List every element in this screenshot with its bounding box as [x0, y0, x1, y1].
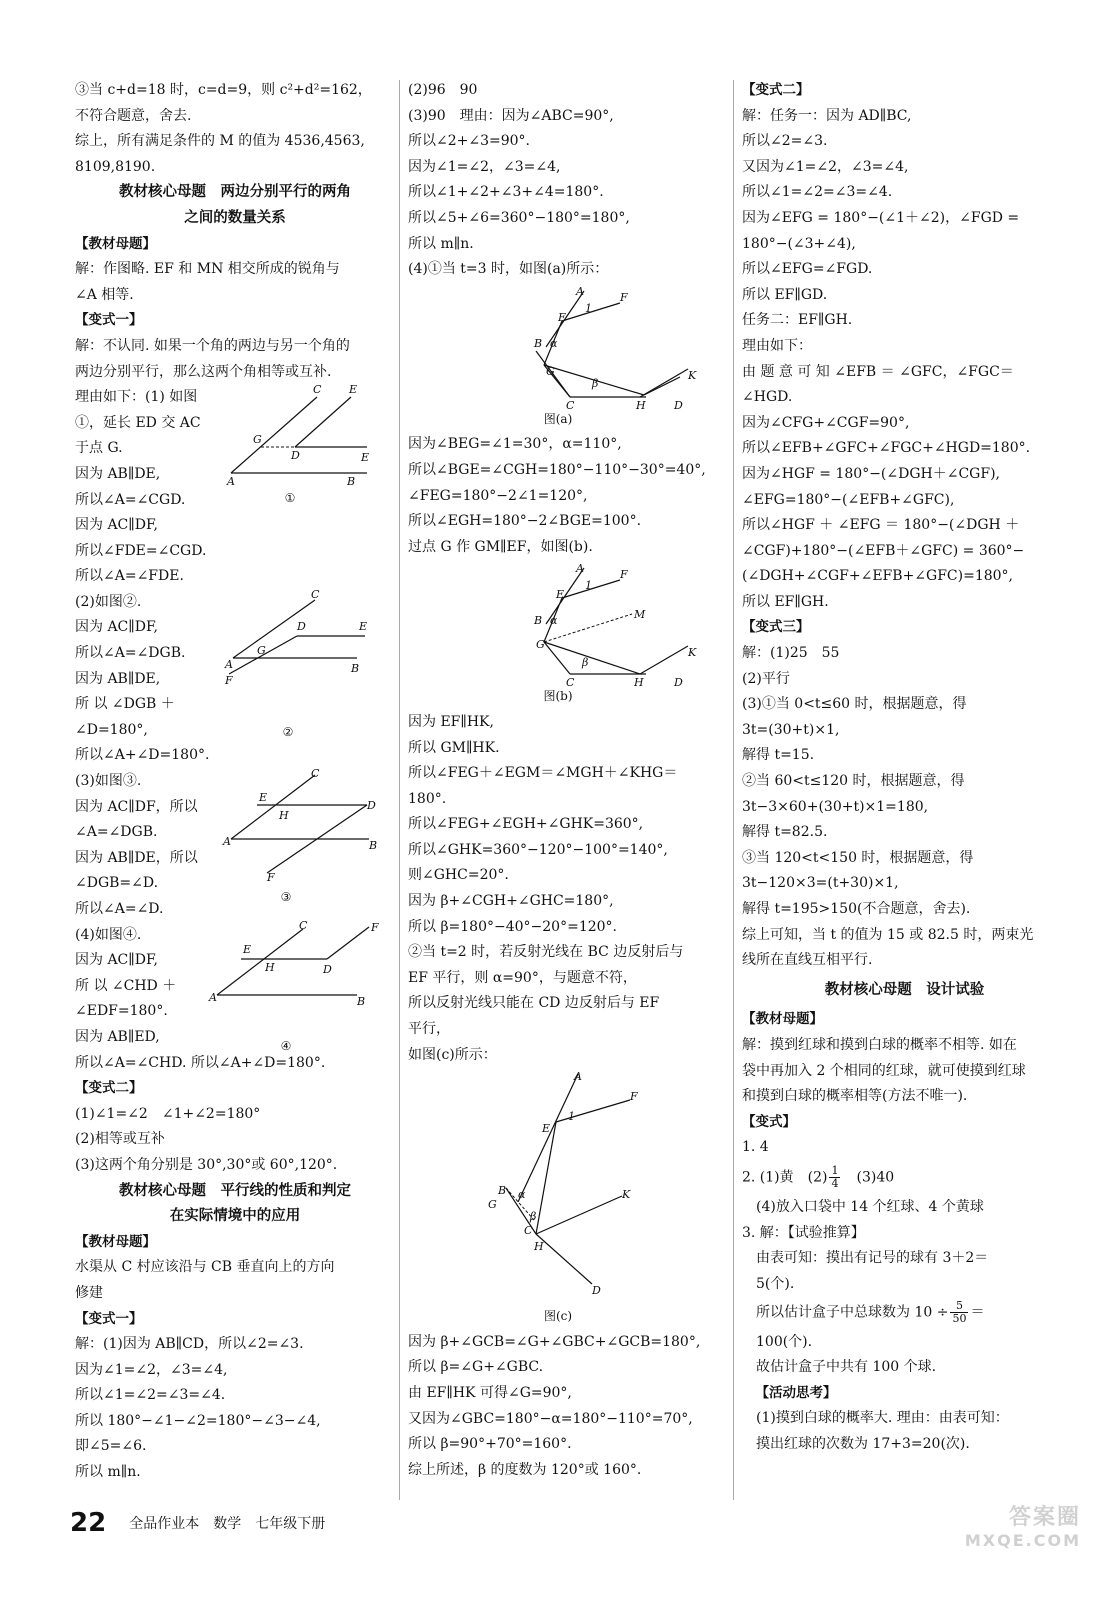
text-line: (∠DGH+∠CGF+∠EFB+∠GFC)=180°,	[742, 568, 1013, 585]
text-line: 理由如下：(1) 如图	[75, 389, 198, 406]
svg-text:H: H	[534, 1240, 544, 1254]
text-line: 故估计盒子中共有 100 个球.	[756, 1359, 937, 1376]
text-line: 所以∠FEG+∠EGH+∠GHK=360°,	[408, 816, 644, 833]
svg-text:H: H	[636, 398, 646, 412]
svg-text:K: K	[688, 646, 697, 660]
svg-text:C: C	[524, 1224, 533, 1238]
svg-text:G: G	[253, 433, 262, 447]
svg-text:C: C	[566, 676, 575, 690]
text-line: 则∠GHC=20°.	[408, 867, 509, 884]
svg-text:A: A	[574, 1070, 582, 1084]
svg-text:G: G	[488, 1198, 497, 1212]
subsection-label: 【变式三】	[742, 619, 810, 636]
svg-text:β: β	[592, 376, 599, 390]
svg-text:A: A	[227, 475, 235, 489]
text-line: ②当 60<t≤120 时，根据题意，得	[742, 773, 965, 790]
text-line: 因为∠1=∠2，∠3=∠4,	[408, 158, 561, 175]
fraction	[950, 1300, 968, 1325]
figure-caption: 图(b)	[543, 689, 573, 704]
svg-text:A: A	[225, 657, 233, 671]
text-line: 又因为∠1=∠2，∠3=∠4,	[742, 158, 909, 175]
fraction-numerator: 1	[831, 1163, 839, 1177]
svg-text:D: D	[592, 1284, 601, 1298]
geometry-figure-2	[225, 587, 375, 702]
text-line: (1)摸到白球的概率大. 理由：由表可知：	[756, 1410, 1009, 1427]
text-line: (2)平行	[742, 670, 790, 687]
svg-text:G: G	[257, 643, 266, 657]
text-fragment: 所以估计盒子中总球数为 10 ÷	[756, 1304, 949, 1321]
svg-text:F: F	[225, 673, 233, 687]
text-line: 综上，所有满足条件的 M 的值为 4536,4563,	[75, 133, 365, 150]
column-divider	[399, 80, 400, 1500]
text-line: 解：不认同. 如果一个角的两边与另一个角的	[75, 337, 350, 354]
svg-text:B: B	[534, 614, 543, 628]
text-fragment: ＝	[970, 1304, 985, 1321]
section-title: 教材核心母题 设计试验	[824, 981, 985, 998]
text-line: 水渠从 C 村应该沿与 CB 垂直向上的方向	[75, 1259, 335, 1276]
text-line: 8109,8190.	[75, 158, 156, 175]
text-line: 所 以 ∠DGB ＋	[75, 696, 175, 713]
text-line: 由表可知：摸出有记号的球有 3＋2＝	[756, 1250, 989, 1267]
text-line: 所以∠1=∠2=∠3=∠4.	[742, 184, 893, 201]
text-line: 3t−120×3=(t+30)×1,	[742, 875, 899, 892]
svg-text:F: F	[630, 1090, 638, 1104]
page-footer	[70, 1508, 325, 1538]
text-line: (2)如图②.	[75, 593, 142, 610]
column-middle	[408, 78, 728, 1483]
svg-text:D: D	[674, 676, 683, 690]
text-line: (2)96 90	[408, 82, 478, 98]
text-line: 3. 解：【试验推算】	[742, 1224, 865, 1241]
text-line: 任务二：EF∥GH.	[742, 312, 853, 329]
text-line: 所以∠A=∠FDE.	[75, 568, 184, 585]
text-line: 所以∠A=∠CHD. 所以∠A+∠D=180°.	[75, 1054, 326, 1071]
text-line: ③当 120<t<150 时，根据题意，得	[742, 849, 974, 866]
text-line: 又因为∠GBC=180°−α=180°−110°=70°,	[408, 1410, 693, 1427]
figure-b	[470, 562, 700, 690]
text-line: 因为 AB∥DE,	[75, 670, 161, 687]
section-title: 在实际情境中的应用	[169, 1208, 301, 1225]
text-line: 因为∠1=∠2，∠3=∠4,	[75, 1361, 228, 1378]
svg-text:E: E	[542, 1122, 551, 1136]
text-line: 平行，	[408, 1021, 450, 1038]
text-line: 所以∠EFG=∠FGD.	[742, 261, 873, 278]
svg-text:M: M	[634, 608, 646, 622]
svg-text:C: C	[313, 383, 322, 397]
text-fragment: (3)40	[842, 1169, 895, 1186]
text-line: 不符合题意，舍去.	[75, 107, 192, 124]
column-divider	[733, 80, 734, 1500]
svg-text:A: A	[576, 284, 584, 298]
text-line: 修建	[75, 1284, 103, 1301]
text-line: 过点 G 作 GM∥EF，如图(b).	[408, 538, 593, 555]
svg-text:G: G	[546, 364, 555, 378]
figure-caption: 图(a)	[543, 411, 573, 426]
text-line: 线所在直线互相平行.	[742, 952, 873, 969]
text-line: 和摸到白球的概率相等(方法不唯一).	[742, 1088, 968, 1105]
svg-text:D: D	[367, 799, 376, 813]
text-line: 因为 AC∥DF,	[75, 952, 158, 969]
svg-text:G: G	[536, 638, 545, 652]
svg-text:1: 1	[585, 579, 592, 593]
svg-text:C: C	[311, 587, 320, 601]
figure-block-2	[75, 587, 395, 744]
text-line: 所以∠2=∠3.	[742, 133, 828, 150]
text-line: ∠A=∠DGB.	[75, 824, 158, 841]
subsection-label: 【变式一】	[75, 1310, 143, 1327]
figure-caption: 图(c)	[543, 1309, 573, 1324]
text-line: (3)这两个角分别是 30°,30°或 60°,120°.	[75, 1156, 338, 1173]
text-line: 解：(1)因为 AB∥CD，所以∠2=∠3.	[75, 1336, 304, 1353]
text-line: 所 以 ∠CHD ＋	[75, 977, 177, 994]
svg-text:F: F	[371, 920, 379, 934]
text-line: ①，延长 ED 交 AC	[75, 414, 201, 431]
svg-text:B: B	[351, 661, 360, 675]
svg-text:α: α	[550, 336, 558, 350]
text-line: 因为 AB∥DE,	[75, 465, 161, 482]
svg-text:1: 1	[585, 301, 592, 315]
text-line: 所以∠A+∠D=180°.	[75, 747, 210, 764]
text-line: (4)①当 t=3 时，如图(a)所示：	[408, 261, 609, 278]
svg-text:β: β	[582, 656, 589, 670]
text-line: 因为 β+∠GCB=∠G+∠GBC+∠GCB=180°,	[408, 1333, 701, 1350]
text-line: 所以∠FDE=∠CGD.	[75, 542, 207, 559]
text-line: 所以∠HGF ＋ ∠EFG ＝ 180°−(∠DGH ＋	[742, 517, 1020, 534]
svg-text:F: F	[620, 568, 628, 582]
text-line: 因为 AB∥ED,	[75, 1028, 160, 1045]
text-line: 解：(1)25 55	[742, 645, 840, 662]
svg-text:B: B	[357, 994, 366, 1008]
text-line: 所以 m∥n.	[75, 1464, 141, 1481]
text-line: 因为∠HGF = 180°−(∠DGH＋∠CGF),	[742, 465, 1000, 482]
svg-text:E: E	[361, 451, 370, 465]
svg-text:B: B	[534, 336, 543, 350]
text-line: 由 EF∥HK 可得∠G=90°,	[408, 1385, 572, 1401]
text-line: 因为 AC∥DF，所以	[75, 798, 198, 815]
subsection-label: 【活动思考】	[755, 1384, 837, 1401]
svg-text:H: H	[634, 676, 644, 690]
text-line: 如图(c)所示：	[408, 1046, 497, 1063]
column-left	[75, 78, 395, 1486]
svg-text:α: α	[550, 614, 558, 628]
text-line: ②当 t=2 时，若反射光线在 BC 边反射后与	[408, 944, 684, 961]
svg-text:C: C	[311, 767, 320, 781]
section-title: 教材核心母题 平行线的性质和判定	[119, 1182, 351, 1199]
geometry-figure-1	[227, 381, 377, 493]
svg-text:H: H	[265, 960, 275, 974]
text-line: 解得 t=15.	[742, 747, 815, 764]
text-line: 因为∠CFG+∠CGF=90°,	[742, 414, 910, 431]
text-line: 所以 EF∥GH.	[742, 593, 829, 610]
fraction-denominator: 4	[831, 1176, 839, 1190]
text-line: 所以 β=180°−40°−20°=120°.	[408, 918, 617, 935]
text-line: 摸出红球的次数为 17+3=20(次).	[756, 1435, 970, 1452]
svg-text:K: K	[688, 368, 697, 382]
svg-text:B: B	[498, 1184, 507, 1198]
text-line: 所以 EF∥GD.	[742, 286, 828, 303]
text-line: 所以∠1=∠2=∠3=∠4.	[75, 1387, 226, 1404]
text-line: 综上可知，当 t 的值为 15 或 82.5 时，两束光	[742, 926, 1034, 943]
text-line: 所以 m∥n.	[408, 235, 474, 252]
text-line: 由 题 意 可 知 ∠EFB ＝ ∠GFC，∠FGC＝	[742, 363, 1014, 380]
text-line: 袋中再加入 2 个相同的红球，就可使摸到红球	[742, 1062, 1026, 1079]
text-line: ③当 c+d=18 时，c=d=9，则 c²+d²=162，	[75, 82, 372, 98]
text-line: 综上所述，β 的度数为 120°或 160°.	[408, 1461, 642, 1478]
text-line: 理由如下：	[742, 337, 812, 354]
figure-a	[470, 284, 697, 412]
section-title: 教材核心母题 两边分别平行的两角	[119, 184, 351, 201]
text-line: 5(个).	[756, 1275, 795, 1292]
figure-label: ④	[280, 1038, 292, 1053]
svg-text:C: C	[566, 398, 575, 412]
geometry-figure-3	[221, 769, 381, 885]
column-right	[742, 78, 1067, 1457]
text-line: 所以∠2+∠3=90°.	[408, 133, 531, 150]
text-line: 于点 G.	[75, 440, 123, 457]
text-line: ∠CGF)+180°−(∠EFB＋∠GFC) = 360°−	[742, 542, 1025, 559]
text-fragment: 2. (1)黄 (2)	[742, 1169, 828, 1186]
text-line: (4)放入口袋中 14 个红球、4 个黄球	[756, 1199, 984, 1216]
svg-text:B: B	[347, 475, 356, 489]
text-line: 所以∠5+∠6=360°−180°=180°,	[408, 209, 630, 226]
text-line: 所以∠EFB+∠GFC+∠FGC+∠HGD=180°.	[742, 440, 1031, 457]
text-line: 所以∠BGE=∠CGH=180°−110°−30°=40°,	[408, 461, 706, 478]
text-line: ∠A 相等.	[75, 286, 134, 303]
text-line: 解得 t=82.5.	[742, 824, 828, 841]
text-line: 解：摸到红球和摸到白球的概率不相等. 如在	[742, 1036, 1017, 1053]
subsection-label: 【变式二】	[75, 1080, 143, 1097]
text-line: 所以 GM∥HK.	[408, 739, 500, 756]
text-line: ∠EFG=180°−(∠EFB+∠GFC),	[742, 491, 955, 508]
text-line: 即∠5=∠6.	[75, 1438, 147, 1455]
figure-block-3	[75, 767, 395, 905]
svg-text:A: A	[209, 990, 217, 1004]
svg-text:A: A	[576, 562, 584, 576]
book-title: 全品作业本 数学 七年级下册	[129, 1516, 326, 1532]
text-line: 因为 AC∥DF,	[75, 517, 158, 534]
text-line: ∠HGD.	[742, 389, 793, 406]
svg-text:D: D	[674, 398, 683, 412]
svg-text:F: F	[620, 290, 628, 304]
svg-text:K: K	[622, 1188, 631, 1202]
svg-text:E: E	[243, 942, 252, 956]
watermark	[965, 1500, 1081, 1550]
svg-text:E: E	[556, 588, 565, 602]
subsection-label: 【教材母题】	[742, 1011, 823, 1028]
fraction-numerator: 5	[950, 1300, 968, 1313]
subsection-label: 【教材母题】	[75, 1233, 156, 1250]
text-line: (1)∠1=∠2 ∠1+∠2=180°	[75, 1105, 261, 1122]
svg-text:H: H	[279, 809, 289, 823]
text-line: 因为 β+∠CGH+∠GHC=180°,	[408, 893, 614, 910]
svg-text:β: β	[530, 1210, 537, 1224]
watermark-url: MXQE.COM	[964, 1531, 1081, 1550]
text-line: (3)90 理由：因为∠ABC=90°,	[408, 107, 614, 124]
section-title: 之间的数量关系	[184, 209, 286, 226]
text-line: 所以∠A=∠D.	[75, 901, 164, 917]
watermark-logo: 答案圈	[1008, 1505, 1081, 1530]
text-line: 所以反射光线只能在 CD 边反射后与 EF	[408, 995, 660, 1012]
text-line: ∠D=180°,	[75, 721, 148, 738]
svg-text:E: E	[558, 310, 567, 324]
figure-c	[476, 1070, 676, 1308]
figure-label: ②	[282, 724, 294, 739]
svg-text:α: α	[518, 1188, 526, 1202]
svg-text:D: D	[291, 449, 300, 463]
text-line: ∠EDF=180°.	[75, 1003, 168, 1020]
svg-text:A: A	[223, 835, 231, 849]
text-line: (4)如图④.	[75, 926, 142, 943]
text-line: 100(个).	[756, 1333, 813, 1350]
svg-text:E: E	[259, 791, 268, 805]
svg-text:D: D	[297, 619, 306, 633]
text-line: (3)如图③.	[75, 773, 142, 790]
figure-label: ①	[284, 491, 296, 506]
figure-label: ③	[280, 890, 292, 905]
text-line: 所以∠A=∠DGB.	[75, 645, 186, 662]
text-line: 所以 180°−∠1−∠2=180°−∠3−∠4,	[75, 1412, 321, 1429]
text-line: 所以 β=∠G+∠GBC.	[408, 1359, 544, 1376]
text-line: 因为∠BEG=∠1=30°，α=110°,	[408, 436, 622, 453]
text-line: 因为∠EFG = 180°−(∠1＋∠2)，∠FGD =	[742, 209, 1020, 226]
text-line: 解得 t=195>150(不合题意，舍去).	[742, 901, 971, 917]
text-line: 所以∠FEG＋∠EGM＝∠MGH＋∠KHG＝	[408, 765, 678, 782]
subsection-label: 【变式一】	[75, 312, 143, 329]
geometry-figure-4	[209, 918, 389, 1031]
fraction	[829, 1165, 840, 1190]
figure-block-4	[75, 918, 395, 1053]
text-line: 180°−(∠3+∠4),	[742, 235, 856, 252]
svg-text:B: B	[369, 839, 378, 853]
text-line: 解：作图略. EF 和 MN 相交所成的锐角与	[75, 261, 340, 278]
text-line: 所以∠GHK=360°−120°−100°=140°,	[408, 841, 668, 858]
text-line: 因为 EF∥HK,	[408, 713, 494, 730]
text-line: 1. 4	[742, 1139, 769, 1156]
text-line: 3t−3×60+(30+t)×1=180,	[742, 798, 929, 815]
text-line: 所以∠1+∠2+∠3+∠4=180°.	[408, 184, 604, 201]
text-line: EF 平行，则 α=90°，与题意不符，	[408, 969, 637, 986]
svg-text:C: C	[299, 918, 308, 932]
text-line: 因为 AB∥DE，所以	[75, 849, 198, 866]
text-line: 3t=(30+t)×1,	[742, 721, 840, 738]
text-line	[742, 1300, 1067, 1326]
text-line: ∠FEG=180°−2∠1=120°,	[408, 487, 588, 504]
text-line: 解：任务一：因为 AD∥BC,	[742, 107, 912, 124]
text-line: (2)相等或互补	[75, 1131, 165, 1148]
text-line: 180°.	[408, 790, 447, 807]
text-line: 两边分别平行，那么这两个角相等或互补.	[75, 363, 332, 380]
page-number: 22	[70, 1508, 107, 1538]
text-line: 所以∠EGH=180°−2∠BGE=100°.	[408, 513, 642, 530]
figure-block-1	[75, 385, 395, 513]
text-line: ∠DGB=∠D.	[75, 875, 159, 892]
subsection-label: 【变式二】	[742, 82, 810, 98]
svg-text:E: E	[359, 619, 368, 633]
svg-text:F: F	[267, 871, 275, 885]
text-line: 因为 AC∥DF,	[75, 619, 158, 636]
text-line: 所以 β=90°+70°=160°.	[408, 1436, 572, 1453]
text-line: (3)①当 0<t≤60 时，根据题意，得	[742, 696, 967, 713]
subsection-label: 【变式】	[742, 1113, 796, 1130]
svg-text:D: D	[323, 962, 332, 976]
svg-text:E: E	[349, 383, 358, 397]
text-line	[742, 1165, 1067, 1191]
text-line: 所以∠A=∠CGD.	[75, 491, 186, 508]
subsection-label: 【教材母题】	[75, 235, 156, 252]
fraction-denominator: 50	[952, 1312, 967, 1326]
svg-text:1: 1	[568, 1110, 575, 1124]
